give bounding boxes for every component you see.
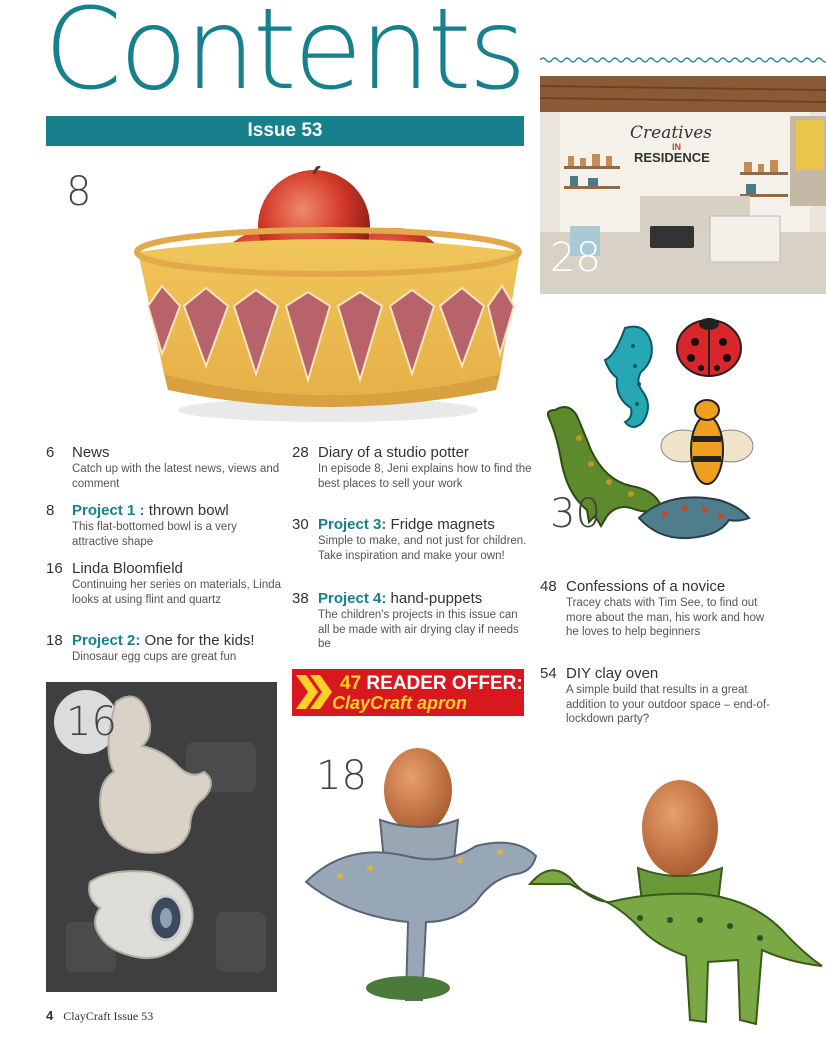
dinosaur-egg-cups-photo bbox=[300, 748, 826, 1050]
bowl-with-apples-photo bbox=[128, 166, 524, 428]
toc-project-label: Project 1 : bbox=[72, 502, 145, 519]
offer-product: ClayCraft apron bbox=[332, 693, 468, 713]
footer-text: ClayCraft Issue 53 bbox=[63, 1009, 154, 1023]
wavy-divider bbox=[540, 55, 826, 65]
toc-description: Simple to make, and not just for children. Take inspiration and make your own! bbox=[318, 535, 527, 562]
toc-title: Linda Bloomfield bbox=[72, 560, 183, 577]
toc-description: Dinosaur egg cups are great fun bbox=[72, 651, 237, 663]
page-title: Contents bbox=[44, 0, 524, 115]
toc-description: Continuing her series on materials, Linda looks at using flint and quartz bbox=[72, 579, 282, 606]
shop-sign-in: IN bbox=[672, 142, 681, 152]
toc-item-project-3[interactable] bbox=[292, 516, 532, 563]
double-chevron-icon bbox=[296, 675, 332, 709]
toc-description: This flat-bottomed bowl is a very attractive shape bbox=[72, 521, 237, 548]
toc-title: Diary of a studio potter bbox=[318, 444, 469, 461]
toc-page-number: 38 bbox=[292, 590, 309, 607]
shop-sign-residence: RESIDENCE bbox=[634, 150, 710, 165]
toc-page-number: 6 bbox=[46, 444, 55, 461]
page-number: 4 bbox=[46, 1008, 54, 1023]
photo-number-30: 30 bbox=[550, 491, 601, 537]
toc-description: Catch up with the latest news, views and comment bbox=[72, 463, 280, 490]
toc-project-label: Project 4: bbox=[318, 590, 387, 607]
toc-title: Confessions of a novice bbox=[566, 578, 726, 595]
toc-project-label: Project 2: bbox=[72, 632, 141, 649]
page-footer bbox=[46, 1008, 153, 1024]
toc-page-number: 48 bbox=[540, 578, 557, 595]
toc-page-number: 18 bbox=[46, 632, 63, 649]
toc-page-number: 8 bbox=[46, 502, 55, 519]
toc-item-project-2[interactable] bbox=[46, 632, 286, 665]
toc-item-confessions[interactable] bbox=[540, 578, 780, 640]
offer-page-number: 47 bbox=[340, 673, 362, 694]
photo-number-28: 28 bbox=[550, 235, 601, 281]
toc-item-project-4[interactable] bbox=[292, 590, 532, 652]
toc-title: News bbox=[72, 444, 110, 461]
toc-item-linda-bloomfield[interactable] bbox=[46, 560, 286, 607]
photo-number-18: 18 bbox=[316, 753, 367, 799]
toc-description: A simple build that results in a great addition to your outdoor space – end-of-lockdown party? bbox=[566, 684, 770, 725]
shop-sign-creatives: Creatives bbox=[630, 123, 712, 143]
photo-number-8: 8 bbox=[66, 169, 92, 215]
toc-description: The children's projects in this issue can all be made with air drying clay if needs be bbox=[318, 609, 519, 650]
toc-title: hand-puppets bbox=[390, 590, 483, 607]
toc-title: One for the kids! bbox=[144, 632, 255, 649]
issue-banner: Issue 53 bbox=[46, 116, 524, 146]
toc-description: In episode 8, Jeni explains how to find the best places to sell your work bbox=[318, 463, 532, 490]
toc-page-number: 16 bbox=[46, 560, 63, 577]
toc-page-number: 28 bbox=[292, 444, 309, 461]
toc-page-number: 30 bbox=[292, 516, 309, 533]
reader-offer-banner[interactable] bbox=[292, 669, 524, 716]
toc-description: Tracey chats with Tim See, to find out more about the man, his work and how he loves to help beginners bbox=[566, 597, 765, 638]
offer-heading: READER OFFER: bbox=[366, 673, 523, 694]
toc-item-project-1[interactable] bbox=[46, 502, 286, 549]
toc-title: DIY clay oven bbox=[566, 665, 659, 682]
toc-title: Fridge magnets bbox=[390, 516, 495, 533]
toc-item-diy-clay-oven[interactable] bbox=[540, 665, 780, 727]
toc-item-diary[interactable] bbox=[292, 444, 532, 491]
photo-number-16: 16 bbox=[66, 699, 117, 745]
toc-project-label: Project 3: bbox=[318, 516, 387, 533]
toc-item-news[interactable] bbox=[46, 444, 286, 491]
toc-title: thrown bowl bbox=[148, 502, 229, 519]
toc-page-number: 54 bbox=[540, 665, 557, 682]
